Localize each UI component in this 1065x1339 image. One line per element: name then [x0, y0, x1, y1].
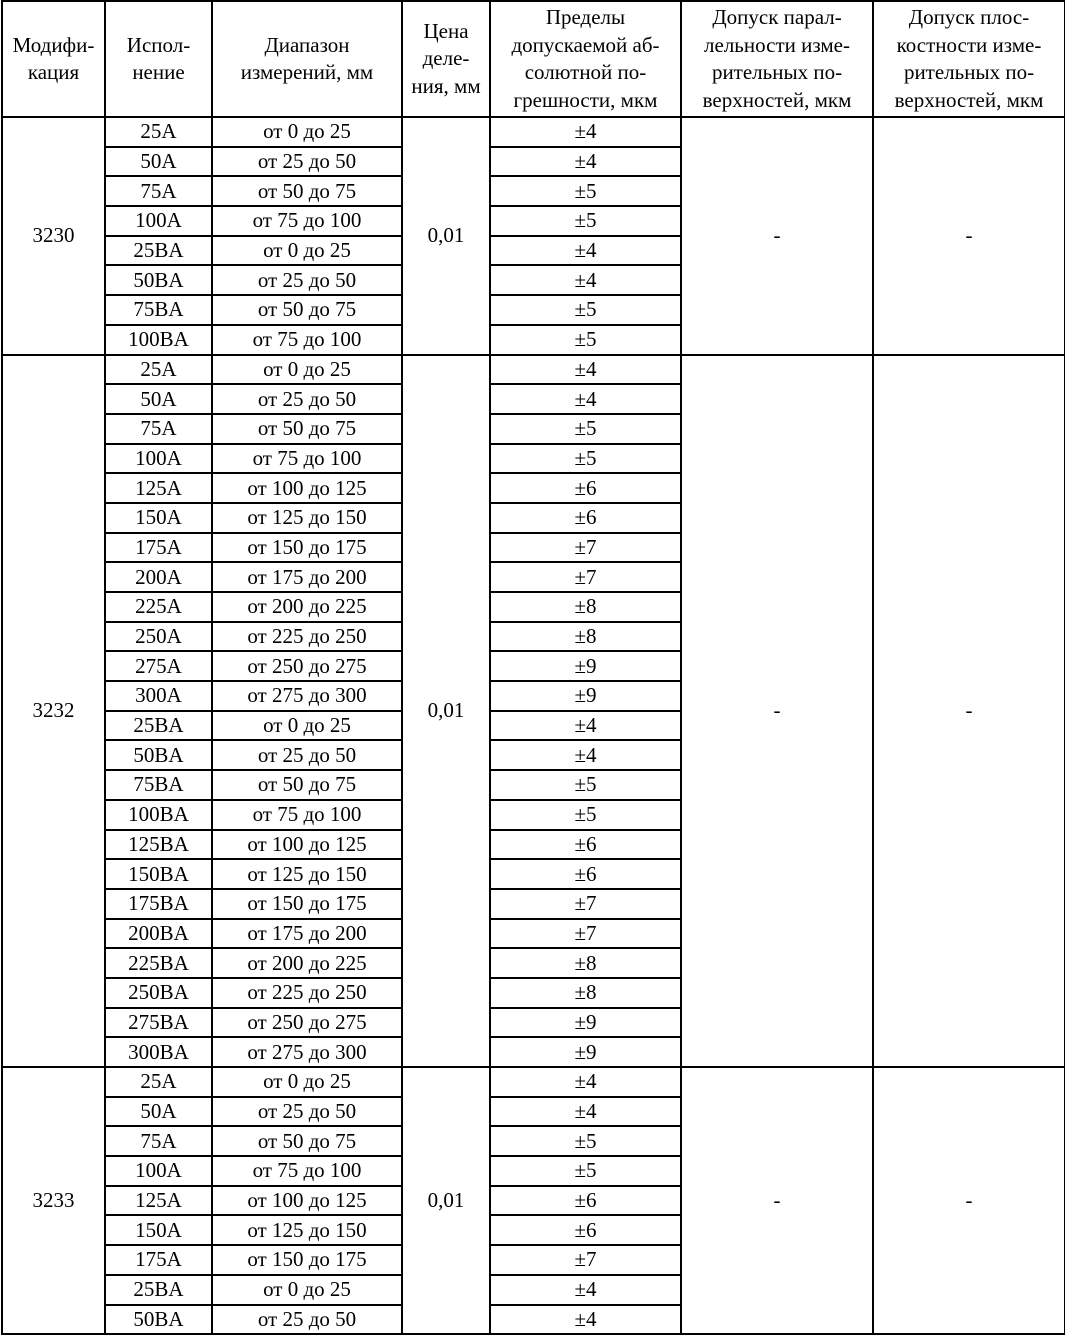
execution-cell: 125A: [105, 1186, 212, 1216]
range-cell: от 150 до 175: [212, 889, 402, 919]
range-cell: от 50 до 75: [212, 770, 402, 800]
execution-cell: 100BA: [105, 800, 212, 830]
division-cell: 0,01: [402, 117, 490, 355]
error-cell: ±4: [490, 355, 681, 385]
error-cell: ±4: [490, 384, 681, 414]
range-cell: от 100 до 125: [212, 1186, 402, 1216]
range-cell: от 75 до 100: [212, 800, 402, 830]
range-cell: от 0 до 25: [212, 355, 402, 385]
error-cell: ±4: [490, 117, 681, 147]
header-execution: Испол- нение: [105, 1, 212, 117]
table-row: [2, 355, 1065, 385]
execution-cell: 225A: [105, 592, 212, 622]
error-cell: ±8: [490, 978, 681, 1008]
error-cell: ±5: [490, 295, 681, 325]
error-cell: ±7: [490, 889, 681, 919]
execution-cell: 25BA: [105, 236, 212, 266]
header-parallelism: Допуск парал- лельности изме- рительных по- верхностей, мкм: [681, 1, 873, 117]
execution-cell: 25BA: [105, 711, 212, 741]
error-cell: ±6: [490, 503, 681, 533]
execution-cell: 50A: [105, 384, 212, 414]
table-row: [2, 117, 1065, 147]
error-cell: ±5: [490, 770, 681, 800]
execution-cell: 50BA: [105, 1305, 212, 1335]
specifications-table: [1, 0, 1065, 1335]
range-cell: от 50 до 75: [212, 176, 402, 206]
execution-cell: 200A: [105, 562, 212, 592]
range-cell: от 25 до 50: [212, 740, 402, 770]
error-cell: ±8: [490, 948, 681, 978]
range-cell: от 275 до 300: [212, 1037, 402, 1067]
range-cell: от 75 до 100: [212, 1156, 402, 1186]
execution-cell: 175BA: [105, 889, 212, 919]
execution-cell: 50BA: [105, 740, 212, 770]
execution-cell: 125BA: [105, 830, 212, 860]
table-row: [2, 1067, 1065, 1097]
range-cell: от 250 до 275: [212, 1008, 402, 1038]
error-cell: ±7: [490, 1245, 681, 1275]
range-cell: от 100 до 125: [212, 473, 402, 503]
header-flatness: Допуск плос- костности изме- рительных по- верхностей, мкм: [873, 1, 1065, 117]
modification-cell: 3230: [2, 117, 105, 355]
header-modification: Модифи- кация: [2, 1, 105, 117]
error-cell: ±6: [490, 859, 681, 889]
division-cell: 0,01: [402, 355, 490, 1068]
execution-cell: 50BA: [105, 265, 212, 295]
execution-cell: 75A: [105, 414, 212, 444]
range-cell: от 100 до 125: [212, 830, 402, 860]
range-cell: от 175 до 200: [212, 562, 402, 592]
modification-cell: 3232: [2, 355, 105, 1068]
header-error-limits: Пределы допускаемой аб- солютной по- грешности, мкм: [490, 1, 681, 117]
error-cell: ±5: [490, 414, 681, 444]
execution-cell: 250A: [105, 622, 212, 652]
error-cell: ±5: [490, 800, 681, 830]
execution-cell: 150A: [105, 1215, 212, 1245]
error-cell: ±6: [490, 473, 681, 503]
range-cell: от 75 до 100: [212, 206, 402, 236]
parallelism-cell: -: [681, 1067, 873, 1334]
error-cell: ±5: [490, 325, 681, 355]
error-cell: ±4: [490, 265, 681, 295]
execution-cell: 225BA: [105, 948, 212, 978]
range-cell: от 50 до 75: [212, 1126, 402, 1156]
error-cell: ±5: [490, 444, 681, 474]
execution-cell: 50A: [105, 147, 212, 177]
header-row: [2, 1, 1065, 117]
range-cell: от 50 до 75: [212, 295, 402, 325]
execution-cell: 50A: [105, 1097, 212, 1127]
range-cell: от 125 до 150: [212, 503, 402, 533]
parallelism-cell: -: [681, 117, 873, 355]
error-cell: ±4: [490, 711, 681, 741]
range-cell: от 200 до 225: [212, 592, 402, 622]
error-cell: ±5: [490, 206, 681, 236]
flatness-cell: -: [873, 117, 1065, 355]
error-cell: ±4: [490, 1097, 681, 1127]
error-cell: ±7: [490, 562, 681, 592]
parallelism-cell: -: [681, 355, 873, 1068]
division-cell: 0,01: [402, 1067, 490, 1334]
execution-cell: 150A: [105, 503, 212, 533]
range-cell: от 225 до 250: [212, 622, 402, 652]
execution-cell: 175A: [105, 533, 212, 563]
execution-cell: 100BA: [105, 325, 212, 355]
range-cell: от 125 до 150: [212, 859, 402, 889]
modification-cell: 3233: [2, 1067, 105, 1334]
table-body: [2, 117, 1065, 1334]
execution-cell: 125A: [105, 473, 212, 503]
range-cell: от 225 до 250: [212, 978, 402, 1008]
range-cell: от 25 до 50: [212, 384, 402, 414]
range-cell: от 150 до 175: [212, 533, 402, 563]
error-cell: ±9: [490, 651, 681, 681]
error-cell: ±7: [490, 919, 681, 949]
execution-cell: 75A: [105, 1126, 212, 1156]
execution-cell: 25A: [105, 355, 212, 385]
execution-cell: 100A: [105, 1156, 212, 1186]
execution-cell: 25A: [105, 117, 212, 147]
error-cell: ±4: [490, 740, 681, 770]
error-cell: ±9: [490, 1037, 681, 1067]
range-cell: от 250 до 275: [212, 651, 402, 681]
execution-cell: 75BA: [105, 295, 212, 325]
range-cell: от 75 до 100: [212, 325, 402, 355]
range-cell: от 25 до 50: [212, 265, 402, 295]
execution-cell: 275A: [105, 651, 212, 681]
range-cell: от 0 до 25: [212, 117, 402, 147]
range-cell: от 175 до 200: [212, 919, 402, 949]
range-cell: от 275 до 300: [212, 681, 402, 711]
header-range: Диапазон измерений, мм: [212, 1, 402, 117]
error-cell: ±5: [490, 1126, 681, 1156]
execution-cell: 100A: [105, 206, 212, 236]
flatness-cell: -: [873, 355, 1065, 1068]
range-cell: от 25 до 50: [212, 147, 402, 177]
header-division: Цена деле- ния, мм: [402, 1, 490, 117]
error-cell: ±7: [490, 533, 681, 563]
range-cell: от 75 до 100: [212, 444, 402, 474]
error-cell: ±4: [490, 236, 681, 266]
range-cell: от 150 до 175: [212, 1245, 402, 1275]
execution-cell: 175A: [105, 1245, 212, 1275]
execution-cell: 100A: [105, 444, 212, 474]
error-cell: ±5: [490, 176, 681, 206]
error-cell: ±8: [490, 622, 681, 652]
execution-cell: 300BA: [105, 1037, 212, 1067]
flatness-cell: -: [873, 1067, 1065, 1334]
range-cell: от 25 до 50: [212, 1097, 402, 1127]
execution-cell: 25A: [105, 1067, 212, 1097]
execution-cell: 200BA: [105, 919, 212, 949]
range-cell: от 0 до 25: [212, 711, 402, 741]
range-cell: от 50 до 75: [212, 414, 402, 444]
error-cell: ±9: [490, 681, 681, 711]
error-cell: ±4: [490, 1275, 681, 1305]
error-cell: ±9: [490, 1008, 681, 1038]
error-cell: ±5: [490, 1156, 681, 1186]
error-cell: ±6: [490, 830, 681, 860]
range-cell: от 0 до 25: [212, 1067, 402, 1097]
range-cell: от 125 до 150: [212, 1215, 402, 1245]
execution-cell: 75BA: [105, 770, 212, 800]
execution-cell: 275BA: [105, 1008, 212, 1038]
error-cell: ±6: [490, 1186, 681, 1216]
execution-cell: 300A: [105, 681, 212, 711]
execution-cell: 150BA: [105, 859, 212, 889]
error-cell: ±4: [490, 1067, 681, 1097]
error-cell: ±6: [490, 1215, 681, 1245]
execution-cell: 250BA: [105, 978, 212, 1008]
execution-cell: 25BA: [105, 1275, 212, 1305]
error-cell: ±8: [490, 592, 681, 622]
range-cell: от 25 до 50: [212, 1305, 402, 1335]
error-cell: ±4: [490, 147, 681, 177]
range-cell: от 0 до 25: [212, 236, 402, 266]
execution-cell: 75A: [105, 176, 212, 206]
range-cell: от 0 до 25: [212, 1275, 402, 1305]
range-cell: от 200 до 225: [212, 948, 402, 978]
error-cell: ±4: [490, 1305, 681, 1335]
